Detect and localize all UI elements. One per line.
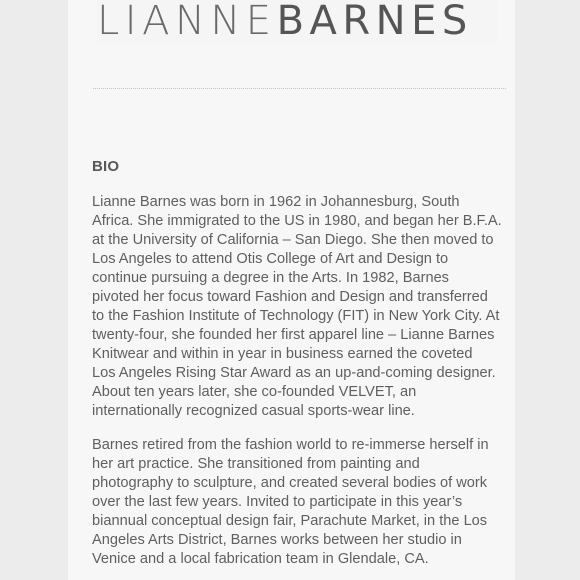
logo-last-name: BARNES [276,0,473,44]
text-line: Los Angeles to attend Otis College of Art and Design to [92,251,449,267]
text-line: Barnes retired from the fashion world to re-immerse herself in [92,437,489,453]
text-line: to the Fashion Institute of Technology (FIT) in New York City. At [92,308,500,324]
logo-first-name: LIANNE [97,0,277,44]
bio-paragraph-1 [92,193,512,421]
text-line: biannual conceptual design fair, Parachute Market, in the Los [92,513,488,529]
text-line: Los Angeles Rising Star Award as an up-and-coming designer. [92,365,496,381]
site-logo[interactable] [97,0,497,44]
text-line: Africa. She immigrated to the US in 1980, and began her B.F.A. [92,213,502,229]
text-line: About ten years later, she co-founded VELVET, an [92,384,417,400]
text-line: over the last few years. Invited to participate in this year’s [92,494,463,510]
bio-paragraph-2 [92,436,512,569]
text-line: pivoted her focus toward Fashion and Design and transferred [92,289,488,305]
text-line: internationally recognized casual sports-wear line. [92,403,415,419]
text-line: continue pursuing a degree in the Arts. In 1982, Barnes [92,270,449,286]
text-line: twenty-four, she founded her first apparel line – Lianne Barnes [92,327,495,343]
text-line: Venice and a local fabrication team in Glendale, CA. [92,551,429,567]
section-title: BIO [92,158,120,175]
text-line: photography to sculpture, and created several bodies of work [92,475,488,491]
text-line: at the University of California – San Diego. She then moved to [92,232,494,248]
text-line: Angeles Arts District, Barnes works between her studio in [92,532,462,548]
text-line: her art practice. She transitioned from painting and [92,456,420,472]
text-line: Lianne Barnes was born in 1962 in Johannesburg, South [92,194,460,210]
header-divider [93,88,506,89]
text-line: Knitwear and within in year in business earned the coveted [92,346,473,362]
